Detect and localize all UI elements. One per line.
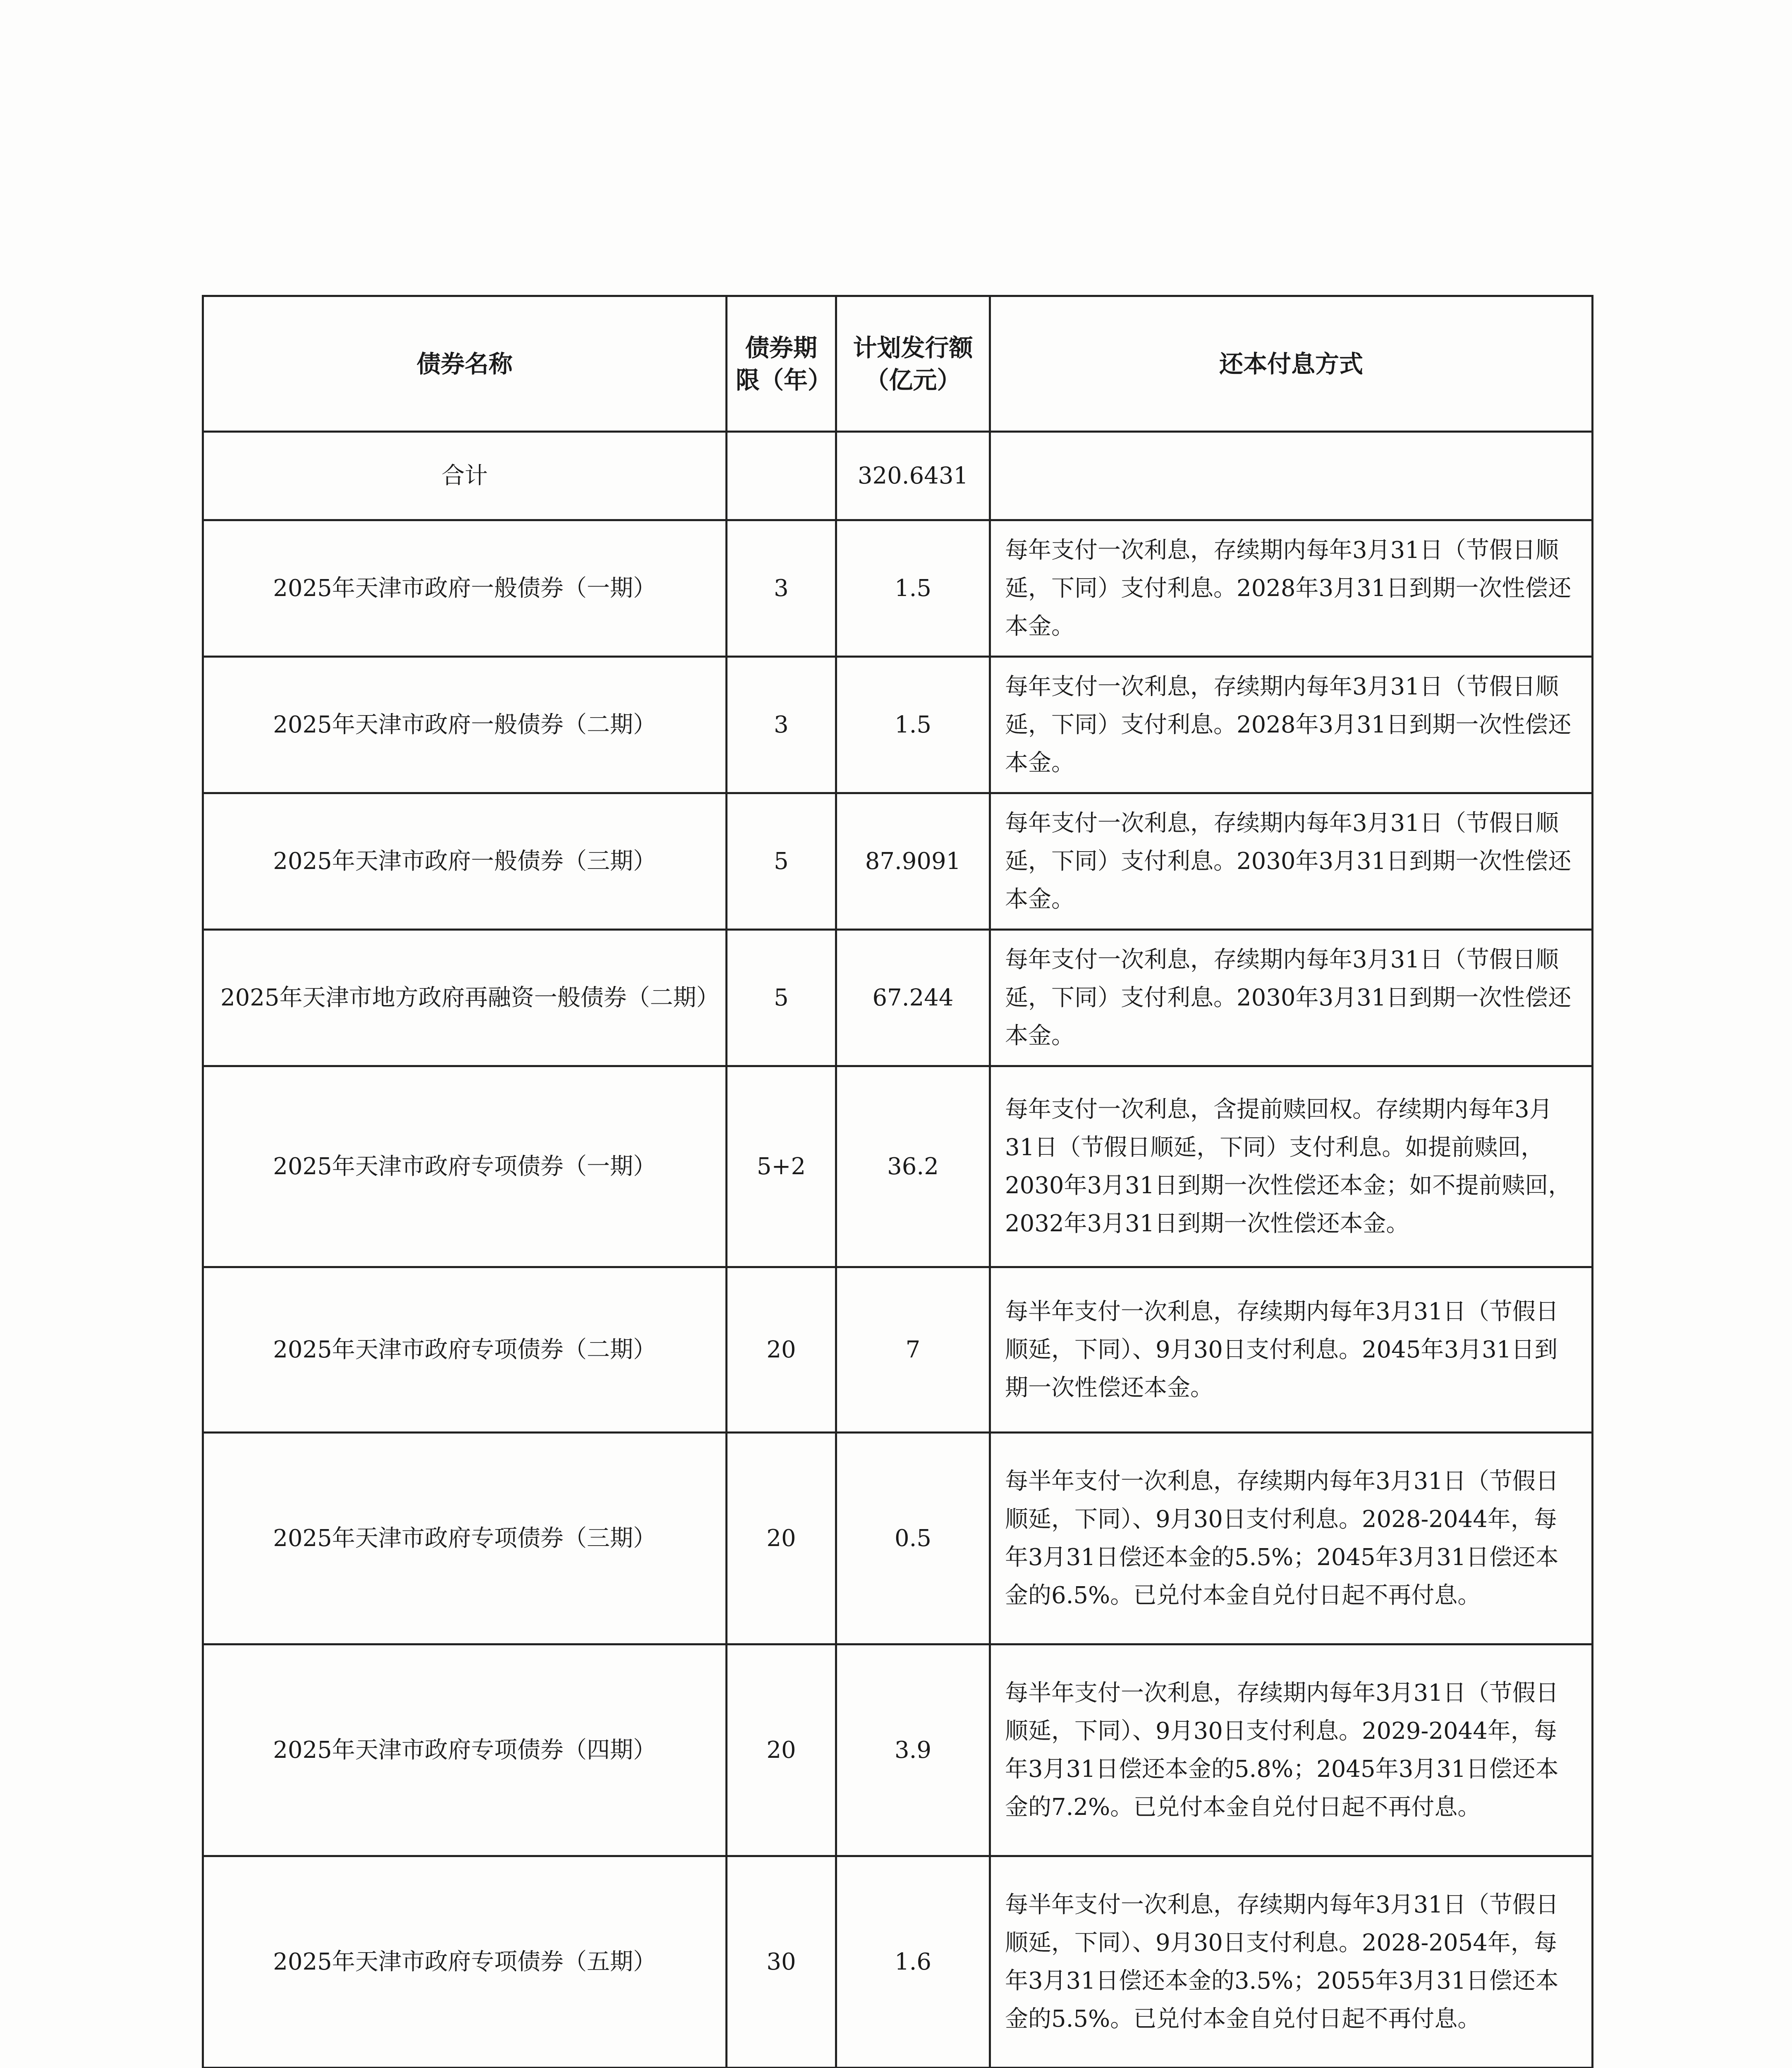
- bond-term-cell: 20: [727, 1433, 836, 1644]
- bond-amount-cell: 3.9: [836, 1644, 990, 1856]
- bond-amount-cell: 0.5: [836, 1433, 990, 1644]
- bond-repayment-cell: 每年支付一次利息，存续期内每年3月31日（节假日顺延，下同）支付利息。2028年3月31日到期一次性偿还本金。: [990, 657, 1593, 793]
- header-issue-amount: 计划发行额（亿元）: [836, 296, 990, 432]
- bond-name-cell: 2025年天津市政府一般债券（一期）: [203, 520, 727, 657]
- bond-term-cell: 20: [727, 1644, 836, 1856]
- bond-name-cell: 2025年天津市政府专项债券（四期）: [203, 1644, 727, 1856]
- bond-amount-cell: 67.244: [836, 930, 990, 1066]
- table-row: [203, 1433, 1593, 1644]
- table-row: [203, 930, 1593, 1066]
- bond-name-cell: 2025年天津市政府专项债券（一期）: [203, 1066, 727, 1267]
- bond-term-cell: 3: [727, 657, 836, 793]
- bond-name-cell: 2025年天津市政府一般债券（三期）: [203, 793, 727, 930]
- table-row: [203, 793, 1593, 930]
- bond-term-cell: 3: [727, 520, 836, 657]
- bond-repayment-cell: 每年支付一次利息，存续期内每年3月31日（节假日顺延，下同）支付利息。2030年3月31日到期一次性偿还本金。: [990, 930, 1593, 1066]
- bond-repayment-cell: 每半年支付一次利息，存续期内每年3月31日（节假日顺延，下同）、9月30日支付利息。2045年3月31日到期一次性偿还本金。: [990, 1267, 1593, 1433]
- table-header-row: [203, 296, 1593, 432]
- bond-issuance-table: [202, 295, 1593, 2068]
- total-amount: 320.6431: [836, 432, 990, 520]
- bond-term-cell: 30: [727, 1856, 836, 2068]
- bond-amount-cell: 1.5: [836, 657, 990, 793]
- bond-repayment-cell: 每半年支付一次利息，存续期内每年3月31日（节假日顺延，下同）、9月30日支付利息。2029-2044年，每年3月31日偿还本金的5.8%；2045年3月31日偿还本金的7.2%。已兑付本金自兑付日起不再付息。: [990, 1644, 1593, 1856]
- table-row: [203, 657, 1593, 793]
- total-label: 合计: [203, 432, 727, 520]
- total-row: [203, 432, 1593, 520]
- table-row: [203, 1267, 1593, 1433]
- bond-amount-cell: 1.6: [836, 1856, 990, 2068]
- header-repayment-method: 还本付息方式: [990, 296, 1593, 432]
- total-repayment: [990, 432, 1593, 520]
- bond-name-cell: 2025年天津市政府一般债券（二期）: [203, 657, 727, 793]
- bond-name-cell: 2025年天津市政府专项债券（二期）: [203, 1267, 727, 1433]
- table-row: [203, 1066, 1593, 1267]
- bond-term-cell: 5+2: [727, 1066, 836, 1267]
- header-bond-term: 债券期限（年）: [727, 296, 836, 432]
- bond-repayment-cell: 每年支付一次利息，存续期内每年3月31日（节假日顺延，下同）支付利息。2030年3月31日到期一次性偿还本金。: [990, 793, 1593, 930]
- header-bond-name: 债券名称: [203, 296, 727, 432]
- table-row: [203, 520, 1593, 657]
- bond-name-cell: 2025年天津市地方政府再融资一般债券（二期）: [203, 930, 727, 1066]
- bond-repayment-cell: 每半年支付一次利息，存续期内每年3月31日（节假日顺延，下同）、9月30日支付利息。2028-2044年，每年3月31日偿还本金的5.5%；2045年3月31日偿还本金的6.5%。已兑付本金自兑付日起不再付息。: [990, 1433, 1593, 1644]
- total-term: [727, 432, 836, 520]
- bond-term-cell: 5: [727, 930, 836, 1066]
- bond-repayment-cell: 每半年支付一次利息，存续期内每年3月31日（节假日顺延，下同）、9月30日支付利息。2028-2054年，每年3月31日偿还本金的3.5%；2055年3月31日偿还本金的5.5%。已兑付本金自兑付日起不再付息。: [990, 1856, 1593, 2068]
- bond-amount-cell: 36.2: [836, 1066, 990, 1267]
- table-row: [203, 1644, 1593, 1856]
- table-row: [203, 1856, 1593, 2068]
- bond-name-cell: 2025年天津市政府专项债券（五期）: [203, 1856, 727, 2068]
- bond-amount-cell: 7: [836, 1267, 990, 1433]
- bond-term-cell: 20: [727, 1267, 836, 1433]
- bond-amount-cell: 1.5: [836, 520, 990, 657]
- bond-repayment-cell: 每年支付一次利息，含提前赎回权。存续期内每年3月31日（节假日顺延，下同）支付利息。如提前赎回，2030年3月31日到期一次性偿还本金；如不提前赎回，2032年3月31日到期一次性偿还本金。: [990, 1066, 1593, 1267]
- bond-term-cell: 5: [727, 793, 836, 930]
- bond-repayment-cell: 每年支付一次利息，存续期内每年3月31日（节假日顺延，下同）支付利息。2028年3月31日到期一次性偿还本金。: [990, 520, 1593, 657]
- bond-name-cell: 2025年天津市政府专项债券（三期）: [203, 1433, 727, 1644]
- bond-amount-cell: 87.9091: [836, 793, 990, 930]
